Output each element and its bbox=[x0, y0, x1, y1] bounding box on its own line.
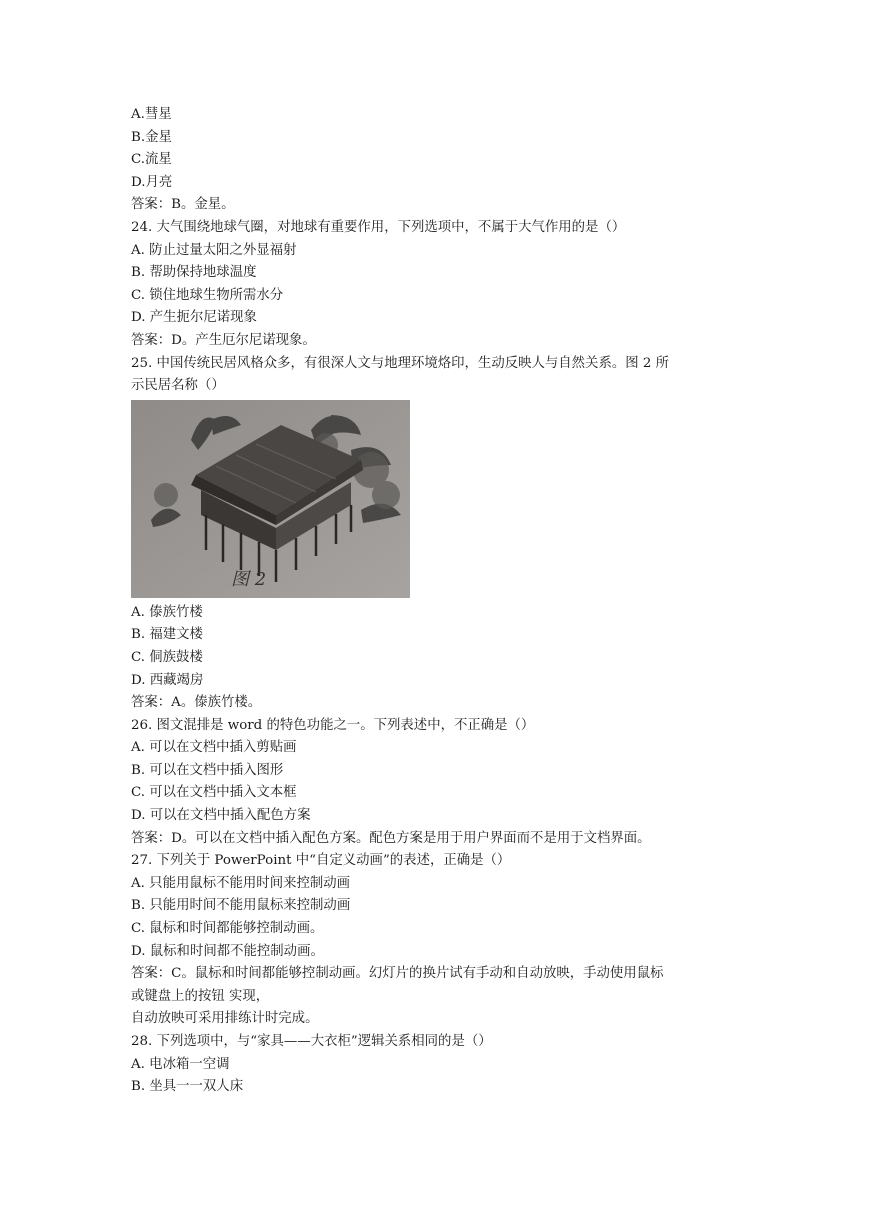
document-body bbox=[131, 104, 751, 1099]
option-b: B. 可以在文档中插入图形 bbox=[131, 762, 284, 778]
question-27: 27. 下列关于 PowerPoint 中“自定义动画”的表述，正确是（） bbox=[131, 853, 511, 869]
option-a: A.彗星 bbox=[131, 107, 172, 122]
figure-2-stilt-house-photo bbox=[131, 400, 410, 598]
option-d: D. 可以在文档中插入配色方案 bbox=[131, 808, 311, 824]
answer: 答案：A。傣族竹楼。 bbox=[131, 695, 262, 711]
answer: 答案：D。产生厄尔尼诺现象。 bbox=[131, 332, 316, 348]
option-b: B. 帮助保持地球温度 bbox=[131, 265, 257, 281]
answer: 答案：B。金星。 bbox=[131, 197, 235, 213]
question-25-line1: 25. 中国传统民居风格众多，有很深人文与地理环境烙印，生动反映人与自然关系。图 2 所 bbox=[131, 355, 670, 371]
answer-line2: 或键盘上的按钮 实现， bbox=[131, 988, 270, 1004]
question-25-line2: 示民居名称（） bbox=[131, 378, 225, 394]
option-b: B. 只能用时间不能用鼠标来控制动画 bbox=[131, 898, 351, 914]
option-d: D. 西藏竭房 bbox=[131, 672, 204, 688]
question-28: 28. 下列选项中，与“家具——大衣柜”逻辑关系相同的是（） bbox=[131, 1034, 492, 1049]
question-24: 24. 大气围绕地球气圈，对地球有重要作用，下列选项中，不属于大气作用的是（） bbox=[131, 219, 626, 235]
option-d: D. 鼠标和时间都不能控制动画。 bbox=[131, 943, 324, 959]
option-d: D. 产生扼尔尼诺现象 bbox=[131, 310, 257, 326]
question-26: 26. 图文混排是 word 的特色功能之一。下列表述中，不正确是（） bbox=[131, 717, 535, 733]
option-a: A. 可以在文档中插入剪贴画 bbox=[131, 740, 297, 756]
option-a: A. 电冰箱一空调 bbox=[131, 1056, 230, 1072]
option-a: A. 只能用鼠标不能用时间来控制动画 bbox=[131, 875, 351, 891]
option-b: B. 福建文楼 bbox=[131, 627, 203, 643]
option-b: B.金星 bbox=[131, 129, 172, 145]
option-c: C. 鼠标和时间都能够控制动画。 bbox=[131, 921, 324, 937]
answer-line3: 自动放映可采用排练计时完成。 bbox=[131, 1011, 319, 1027]
option-c: C. 侗族鼓楼 bbox=[131, 649, 203, 665]
answer-line1: 答案：C。鼠标和时间都能够控制动画。幻灯片的换片试有手动和自动放映，手动使用鼠标 bbox=[131, 966, 664, 982]
figure-label: 图 2 bbox=[231, 568, 267, 590]
option-c: C.流星 bbox=[131, 152, 172, 168]
option-c: C. 锁住地球生物所需水分 bbox=[131, 287, 284, 303]
option-d: D.月亮 bbox=[131, 174, 173, 190]
option-b: B. 坐具一一双人床 bbox=[131, 1079, 244, 1095]
option-c: C. 可以在文档中插入文本框 bbox=[131, 785, 297, 801]
option-a: A. 傣族竹楼 bbox=[131, 604, 203, 620]
answer: 答案：D。可以在文档中插入配色方案。配色方案是用于用户界面而不是用于文档界面。 bbox=[131, 830, 651, 846]
option-a: A. 防止过量太阳之外显福射 bbox=[131, 242, 297, 258]
